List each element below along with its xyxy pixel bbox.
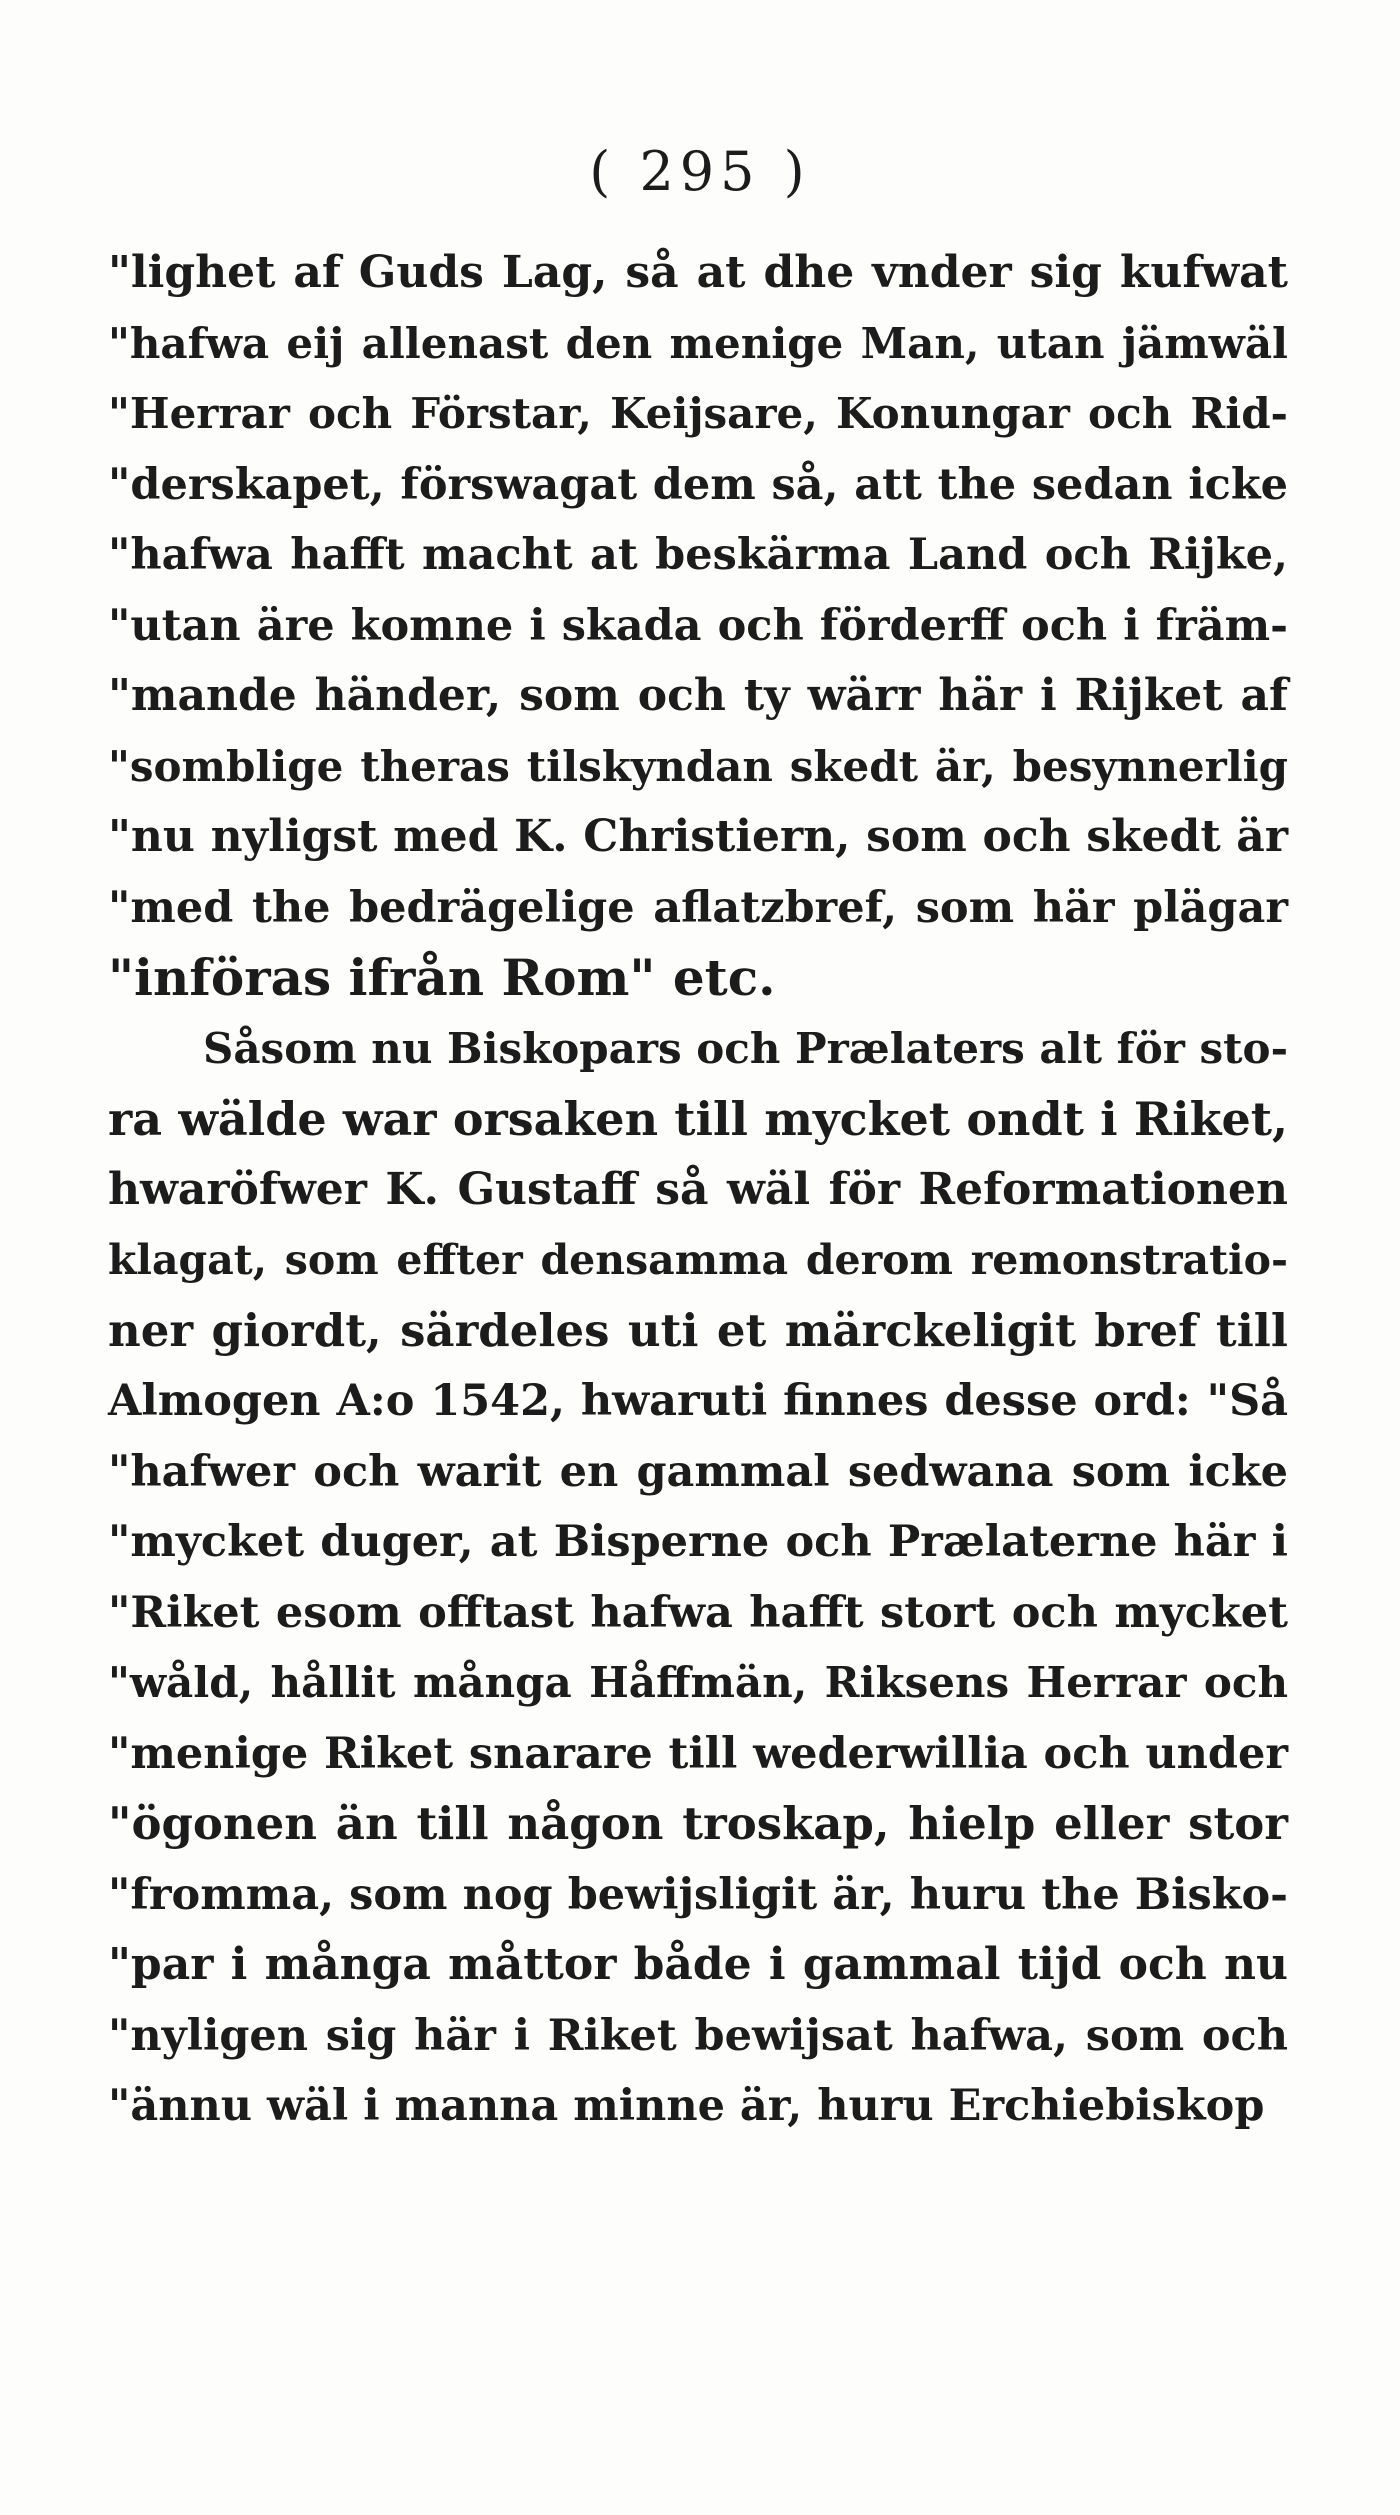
text-line: "lighet af Guds Lag, så at dhe vnder sig kufwat	[108, 247, 1288, 298]
text-line: "ögonen än till någon troskap, hielp eller stor	[108, 1797, 1288, 1850]
text-line: hwaröfwer K. Gustaff så wäl för Reformationen	[108, 1163, 1288, 1215]
text-line: "mande händer, som och ty wärr här i Rijket af	[108, 670, 1288, 721]
text-line: ner giordt, särdeles uti et märckeligit bref till	[108, 1303, 1288, 1357]
text-line: "hafwer och warit en gammal sedwana som icke	[108, 1446, 1288, 1497]
text-line: "fromma, som nog bewijsligit är, huru the Bisko-	[108, 1869, 1288, 1920]
text-line: Almogen A:o 1542, hwaruti finnes desse ord: "Så	[108, 1376, 1288, 1426]
text-line: "ännu wäl i manna minne är, huru Erchiebiskop	[108, 2081, 1265, 2131]
text-line: "hafwa eij allenast den menige Man, utan jämwäl	[108, 318, 1288, 368]
text-line: "wåld, hållit många Håffmän, Riksens Herrar och	[108, 1658, 1288, 1707]
text-line: "Riket esom offtast hafwa hafft stort och mycket	[108, 1587, 1288, 1638]
text-line: "mycket duger, at Bisperne och Prælaterne här i	[108, 1517, 1288, 1567]
text-line: "nyligen sig här i Riket bewijsat hafwa, som och	[108, 2010, 1288, 2061]
text-line: "Herrar och Förstar, Keijsare, Konungar och Rid-	[108, 389, 1288, 438]
text-line: "med the bedrägelige aflatzbref, som här plägar	[108, 882, 1288, 933]
text-line: "somblige theras tilskyndan skedt är, besynnerlig	[108, 741, 1288, 791]
text-line: "menige Riket snarare till wederwillia och under	[108, 1728, 1288, 1779]
text-line: "derskapet, förswagat dem så, att the sedan icke	[108, 459, 1288, 510]
text-line: "utan äre komne i skada och förderff och i främ-	[108, 600, 1288, 651]
text-line: klagat, som effter densamma derom remonstratio-	[108, 1236, 1288, 1284]
text-line: "införas ifrån Rom" etc.	[108, 948, 776, 1007]
text-line: "par i många måttor både i gammal tijd och nu	[108, 1939, 1288, 1990]
text-line: Såsom nu Biskopars och Prælaters alt för sto-	[203, 1023, 1288, 1073]
text-line: "nu nyligst med K. Christiern, som och skedt är	[108, 811, 1288, 862]
text-line: ra wälde war orsaken till mycket ondt i Riket,	[108, 1092, 1288, 1146]
body-text	[108, 238, 1288, 2142]
text-line: "hafwa hafft macht at beskärma Land och Rijke,	[108, 530, 1288, 580]
page-number-header: ( 295 )	[589, 140, 811, 203]
